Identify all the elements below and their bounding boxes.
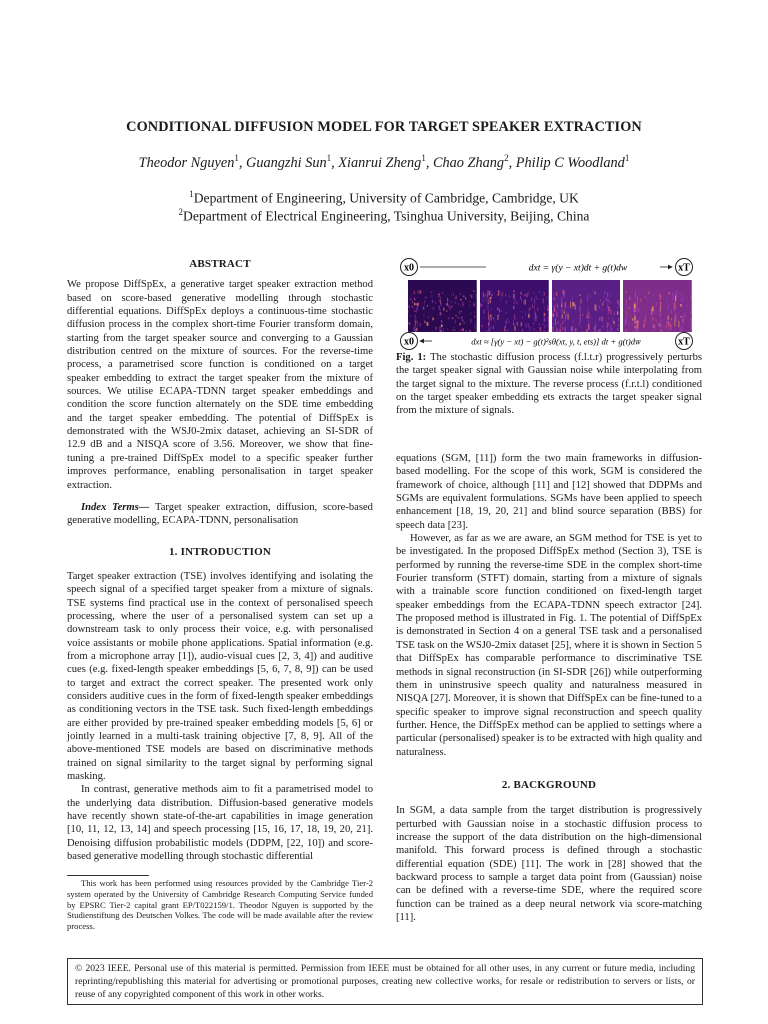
figure-caption-text: The stochastic diffusion process (f.l.t.r) progressively perturbs the target speaker signal with Gaussian noise while interpolating from the target signal to the mixture. The reverse process (f.r.t.l) conditioned on the target speaker embedding ets extracts the target speaker signal from the mixture of signals. <box>396 352 703 417</box>
forward-equation: dxt = γ(y − xt)dt + g(t)dw <box>528 263 628 274</box>
affil-num: 1 <box>189 189 194 199</box>
spectrogram-4 <box>623 280 692 332</box>
intro-paragraph-2: In contrast, generative methods aim to fit a parametrised model to the underlying data distribution. Diffusion-based generative models have recently shown state-of-the-art capabilities in image generation [10, 11, 12, 13, 14] and speech processing [15, 16, 17, 18, 19, 20, 21]. Denoising diffusion probabilistic models (DDPM, [22, 10]) and score-based generative modelling through stochastic differential <box>67 784 373 863</box>
author-affil-num: 2 <box>504 153 509 163</box>
footnote: This work has been performed using resources provided by the Cambridge Tier-2 system operated by the University of Cambridge Research Computing Service funded by EPSRC Tier-2 capital grant EP/T022159/1. Theodor Nguyen is supported by the Studienstiftung des Deutschen Volkes. The code will be made available after the review process. <box>67 878 373 932</box>
abstract-heading: ABSTRACT <box>189 258 251 270</box>
intro-paragraph-1: Target speaker extraction (TSE) involves identifying and isolating the speech signal of a specified target speaker from a mixture of signals. TSE systems find practical use in the context of personalised speech processing, where the user of a personalised system can set up a downstream task to only process their voice, e.g. with personalised voice assistants or mobile phone applications. Spatial information (e.g. from a microphone array [1]), audio-visual cues [2, 3, 4]) and auditive cues (e.g. fixed-length speaker embeddings [5, 6, 7, 8, 9]) can be used to target and extract the correct speaker. The presented work only considers auditive cues in the form of fixed-length speaker embeddings as conditioning vectors in the TSE task. Such fixed-length embeddings are either provided by pre-trained speaker embedding models [5, 6] or jointly learned in a multi-task training objective [7, 8, 9]. All of the above-mentioned TSE models are based on discriminative methods trained on signal similarity to the target signal by performing signal masking. <box>67 570 373 783</box>
author-name: Theodor Nguyen <box>138 154 235 171</box>
author-name: Chao Zhang <box>432 154 505 171</box>
copyright-notice: © 2023 IEEE. Personal use of this material is permitted. Permission from IEEE must be obtained for all other uses, in any current or future media, including reprinting/republishing this material for advertising or promotional purposes, creating new collective works, for resale or redistribution to servers or lists, or reuse of any copyrighted component of this work in other works. <box>67 958 703 1005</box>
background-heading: 2. BACKGROUND <box>501 778 597 791</box>
node-x0-label: x0 <box>404 336 414 348</box>
node-xT-label: xT <box>678 336 690 348</box>
abstract-text: We propose DiffSpEx, a generative target speaker extraction method based on score-based generative modelling through stochastic differential equations. DiffSpEx deploys a continuous-time stochastic diffusion process in the complex short-time Fourier transform domain, starting from the target speaker source and converging to a Gaussian distribution centred on the mixture of sources. For the reverse-time process, a parametrised score function is conditioned on a target speaker embedding to extract the target speaker from the mixture of sources. We utilise ECAPA-TDNN target speaker embeddings and condition the score function alternately on the SDE time embedding and the target speaker embedding. The potential of DiffSpEx is demonstrated with the WSJ0-2mix dataset, achieving an SI-SDR of 12.9 dB and a NISQA score of 3.56. Moreover, we show that fine-tuning a pre-trained DiffSpEx model to a specific speaker further improves performance, enabling personalisation in target speaker extraction. <box>67 279 373 491</box>
author-list: Theodor Nguyen$^1$, Guangzhi Sun$^1$, Xianrui Zheng$^1$, Chao Zhang$^2$, Philip C Woodland$^1$ <box>138 153 630 171</box>
right-column <box>396 452 702 924</box>
affil-text: Department of Electrical Engineering, Tsinghua University, Beijing, China <box>183 208 590 224</box>
index-terms <box>67 501 373 528</box>
spectrogram-2 <box>480 280 549 332</box>
figure-caption <box>396 351 702 418</box>
index-terms-label: Index Terms— <box>81 501 150 513</box>
author-affil-num: 1 <box>234 153 239 163</box>
author-name: Guangzhi Sun <box>246 154 327 171</box>
paper-title: CONDITIONAL DIFFUSION MODEL FOR TARGET SPEAKER EXTRACTION <box>126 119 642 135</box>
author-name: Xianrui Zheng <box>338 154 422 171</box>
affil-num: 2 <box>178 207 184 217</box>
intro-heading: 1. INTRODUCTION <box>168 545 271 558</box>
right-paragraph-1: equations (SGM, [11]) form the two main frameworks in diffusion-based modelling. For the scope of this work, SGM is considered the framework of choice, although [11] and [12] showed that DDPMs and SGMs are equivalent formulations. SGMs have been applied to speech enhancement [18, 19, 20, 21] and blind source separation (BBS) for speech data [23]. <box>396 453 702 531</box>
spectrogram-1 <box>408 280 477 332</box>
right-paragraph-2: However, as far as we are aware, an SGM method for TSE is yet to be investigated. In the proposed DiffSpEx method (Section 3), TSE is performed by running the reverse-time SDE in the complex short-time Fourier transform (STFT) domain, starting from a mixture of signals with a trainable score function conditioned on fixed-length target speaker embeddings from the ECAPA-TDNN speech extractor [24]. The proposed method is illustrated in Fig. 1. The potential of DiffSpEx is demonstrated in Section 4 on a general TSE task and a personalised TSE task on the WSJ0-2mix dataset [25], where it is shown in Section 5 that DiffSpEx has comparable performance to discriminative TSE methods in signal reconstruction (in SI-SDR [26]) while outperforming them in uninstrusive speech quality and naturalness measured in NISQA [27]. Moreover, it is shown that DiffSpEx can be fine-tuned to a specific speaker to improve signal reconstruction and speech quality further. Hence, the DiffSpEx method can be applied to settings where a particular (personalised) speaker is to be extracted with high quality and naturalness. <box>396 533 702 758</box>
index-terms-text: Target speaker extraction, diffusion, score-based generative modelling, ECAPA-TDNN, personalisation <box>67 501 373 527</box>
author-affil-num: 1 <box>326 153 332 163</box>
author-name: Philip C Woodland <box>515 154 625 171</box>
left-column <box>67 258 373 863</box>
background-paragraph-1: In SGM, a data sample from the target distribution is progressively perturbed with Gaussian noise in a stochastic diffusion process to increase the support of the data distribution on the high-dimensional manifold. This forward process is defined through a stochastic differential equation (SDE) [11]. The work in [28] showed that the backward process to sample a target data point from (Gaussian) noise can be defined with a reverse-time SDE, where the required score function can be trained as a deep neural network via score-matching [11]. <box>396 805 702 923</box>
affil-text: Department of Engineering, University of Cambridge, Cambridge, UK <box>193 190 579 206</box>
author-affil-num: 1 <box>421 153 426 163</box>
reverse-equation: dxt ≈ [γ(y − xt) − g(t)²sθ(xt, y, t, ets)] dt + g(t)dw̄ <box>471 336 641 347</box>
spectrogram-3 <box>552 280 621 332</box>
node-xT-label: xT <box>678 262 690 274</box>
figure-caption-label: Fig. 1: <box>396 352 427 363</box>
affiliation-1 <box>0 189 768 207</box>
affiliation-2 <box>0 207 768 225</box>
author-affil-num: 1 <box>624 153 630 163</box>
spectrogram-strip <box>408 280 692 332</box>
footnote-rule <box>67 875 149 876</box>
node-x0-label: x0 <box>404 262 414 274</box>
